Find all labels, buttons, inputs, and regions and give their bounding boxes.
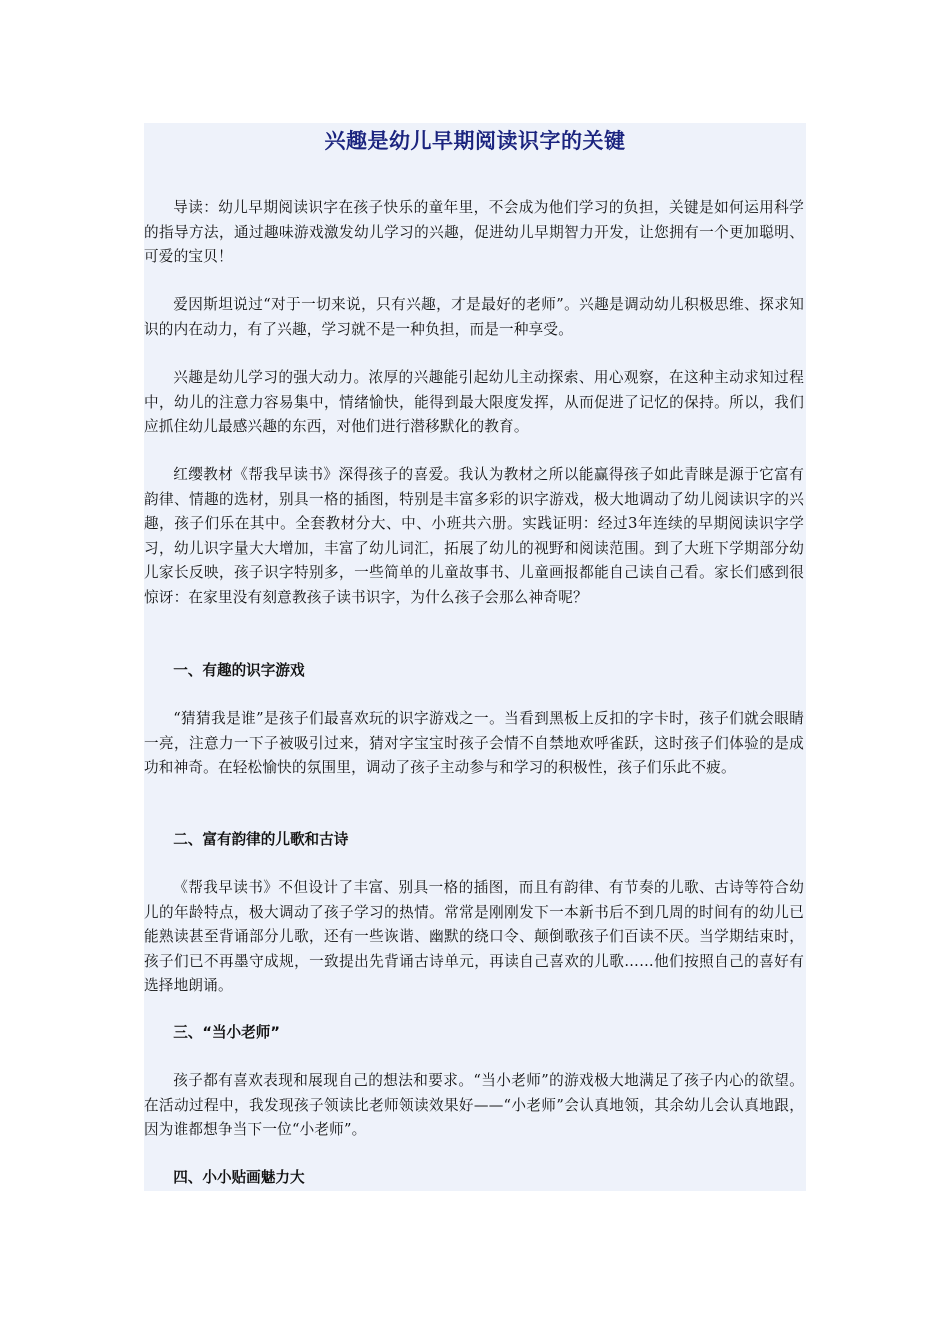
intro-paragraph: 导读：幼儿早期阅读识字在孩子快乐的童年里，不会成为他们学习的负担，关键是如何运用科学的指导方法，通过趣味游戏激发幼儿学习的兴趣，促进幼儿早期智力开发，让您拥有一个更加聪明、可爱的宝贝！	[144, 199, 804, 265]
section-heading: 二、富有韵律的儿歌和古诗	[173, 831, 349, 848]
section-heading: 四、小小贴画魅力大	[173, 1169, 305, 1186]
section-paragraph: “猜猜我是谁”是孩子们最喜欢玩的识字游戏之一。当看到黑板上反扣的字卡时，孩子们就会眼睛一亮，注意力一下子被吸引过来，猜对字宝宝时孩子会情不自禁地欢呼雀跃，这时孩子们体验的是成功和神奇。在轻松愉快的氛围里，调动了孩子主动参与和学习的积极性，孩子们乐此不疲。	[144, 710, 804, 776]
section-heading: 三、“当小老师”	[173, 1024, 280, 1041]
section-paragraph: 孩子都有喜欢表现和展现自己的想法和要求。“当小老师”的游戏极大地满足了孩子内心的欲望。在活动过程中，我发现孩子领读比老师领读效果好——“小老师”会认真地领，其余幼儿会认真地跟，因为谁都想争当下一位“小老师”。	[144, 1072, 804, 1138]
section-heading: 一、有趣的识字游戏	[173, 662, 305, 679]
body-paragraph: 兴趣是幼儿学习的强大动力。浓厚的兴趣能引起幼儿主动探索、用心观察，在这种主动求知过程中，幼儿的注意力容易集中，情绪愉快，能得到最大限度发挥，从而促进了记忆的保持。所以，我们应抓住幼儿最感兴趣的东西，对他们进行潜移默化的教育。	[144, 369, 804, 435]
body-paragraph: 红缨教材《帮我早读书》深得孩子的喜爱。我认为教材之所以能赢得孩子如此青睐是源于它富有韵律、情趣的选材，别具一格的插图，特别是丰富多彩的识字游戏，极大地调动了幼儿阅读识字的兴趣，孩子们乐在其中。全套教材分大、中、小班共六册。实践证明：经过3年连续的早期阅读识字学习，幼儿识字量大大增加，丰富了幼儿词汇，拓展了幼儿的视野和阅读范围。到了大班下学期部分幼儿家长反映，孩子识字特别多，一些简单的儿童故事书、儿童画报都能自己读自己看。家长们感到很惊讶：在家里没有刻意教孩子读书识字，为什么孩子会那么神奇呢？	[144, 466, 804, 606]
section-paragraph: 《帮我早读书》不但设计了丰富、别具一格的插图，而且有韵律、有节奏的儿歌、古诗等符合幼儿的年龄特点，极大调动了孩子学习的热情。常常是刚刚发下一本新书后不到几周的时间有的幼儿已能熟读甚至背诵部分儿歌，还有一些诙谐、幽默的绕口令、颠倒歌孩子们百读不厌。当学期结束时，孩子们已不再墨守成规，一致提出先背诵古诗单元，再读自己喜欢的儿歌……他们按照自己的喜好有选择地朗诵。	[144, 879, 804, 994]
body-paragraph: 爱因斯坦说过“对于一切来说，只有兴趣，才是最好的老师”。兴趣是调动幼儿积极思维、探求知识的内在动力，有了兴趣，学习就不是一种负担，而是一种享受。	[144, 296, 804, 338]
article-title: 兴趣是幼儿早期阅读识字的关键	[324, 129, 626, 153]
article-container	[144, 123, 806, 1191]
